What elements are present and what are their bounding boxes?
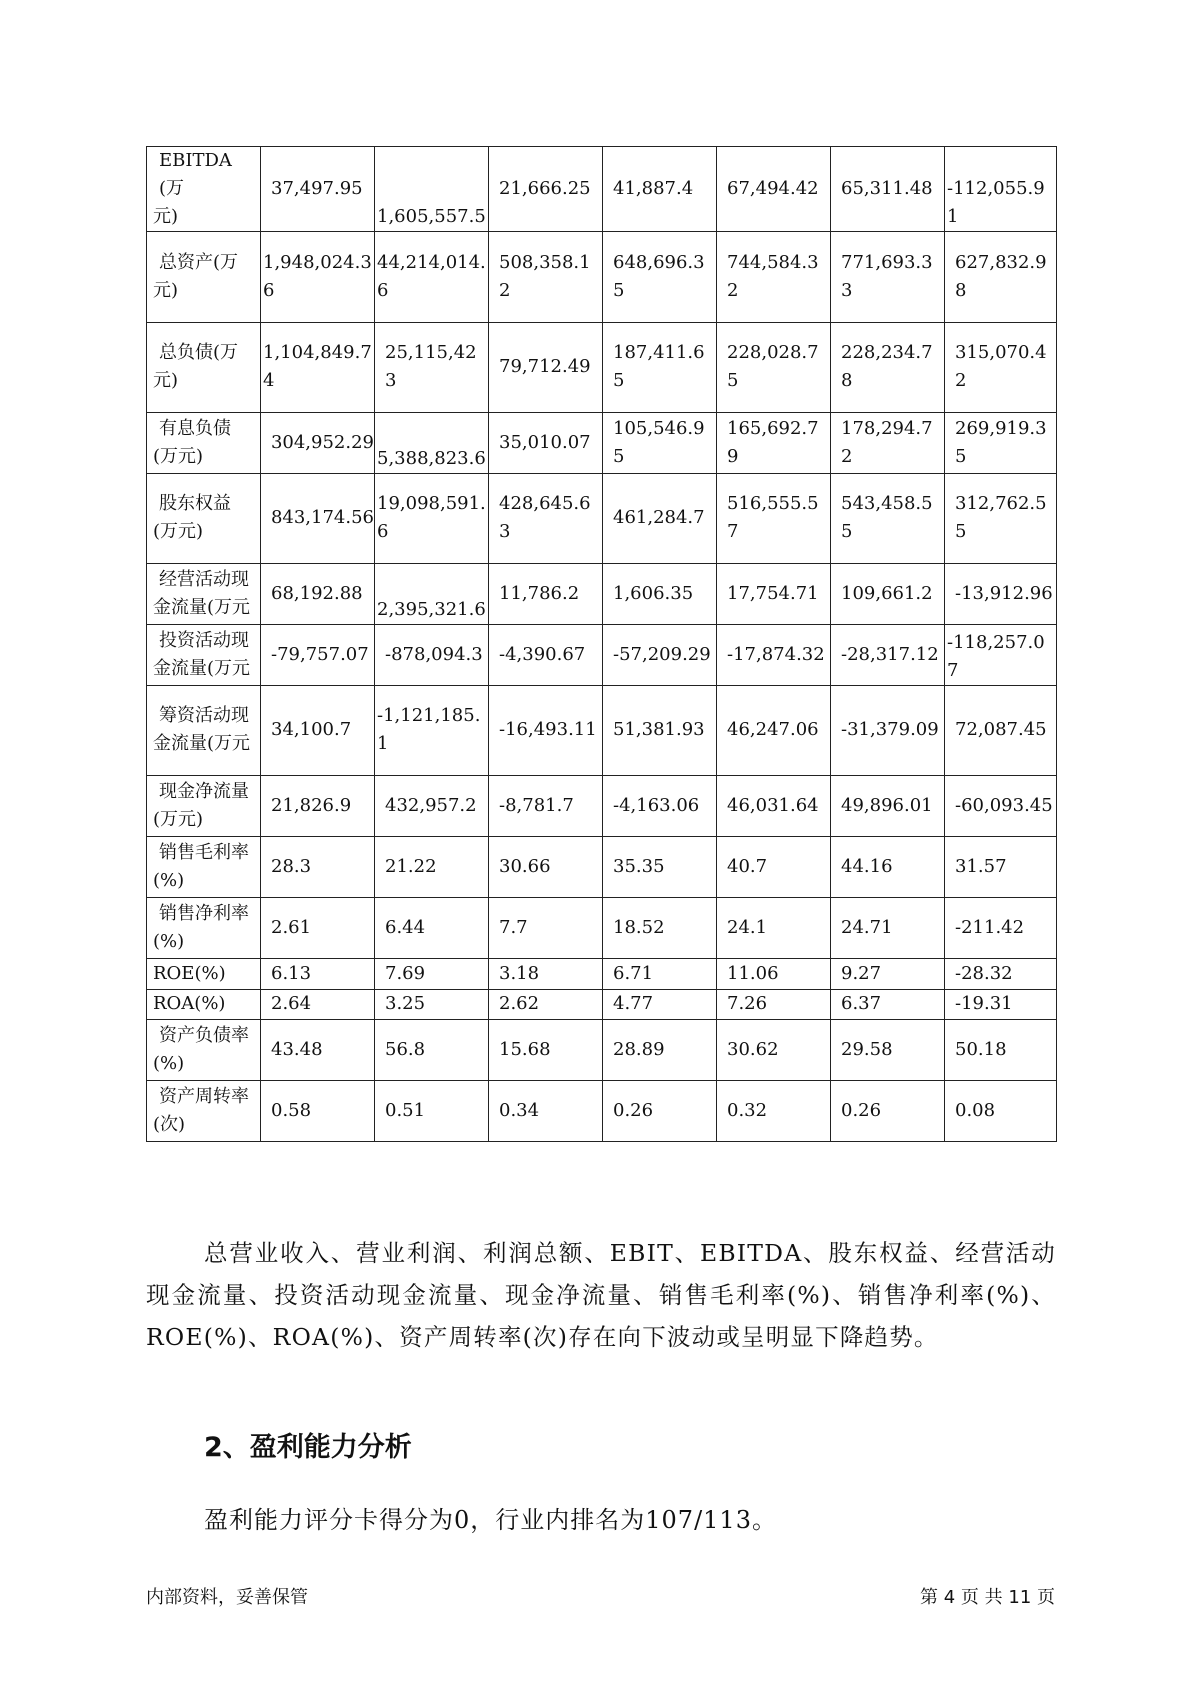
row-label: [147, 563, 261, 624]
table-cell: 0.08: [945, 1080, 1057, 1141]
table-cell: 44,214,014.6: [375, 231, 489, 322]
table-cell: 28.3: [261, 836, 375, 897]
table-cell: 65,311.48: [831, 147, 945, 232]
row-label: [147, 147, 261, 232]
table-cell: 1,605,557.5: [375, 147, 489, 232]
table-row: [147, 1019, 1057, 1080]
table-cell: 21.22: [375, 836, 489, 897]
table-cell: -118,257.07: [945, 624, 1057, 685]
table-cell: 1,948,024.36: [261, 231, 375, 322]
table-cell: 29.58: [831, 1019, 945, 1080]
table-cell: -112,055.91: [945, 147, 1057, 232]
table-cell: 41,887.4: [603, 147, 717, 232]
row-label-line: (万元): [153, 445, 204, 467]
table-cell: 19,098,591.6: [375, 473, 489, 563]
row-label-line: 筹资活动现: [159, 705, 249, 727]
table-cell: 7.69: [375, 958, 489, 989]
table-cell: 508,358.12: [489, 231, 603, 322]
table-cell: 2.61: [261, 897, 375, 958]
table-cell: 5,388,823.6: [375, 412, 489, 473]
table-cell: 6.37: [831, 989, 945, 1019]
table-cell: 6.13: [261, 958, 375, 989]
table-cell: 228,234.78: [831, 322, 945, 412]
table-cell: 312,762.55: [945, 473, 1057, 563]
trend-paragraph: 总营业收入、营业利润、利润总额、EBIT、EBITDA、股东权益、经营活动现金流量、投资活动现金流量、现金净流量、销售毛利率(%)、销售净利率(%)、ROE(%)、ROA(%)、资产周转率(次)存在向下波动或呈明显下降趋势。: [146, 1239, 1056, 1351]
table-cell: 35,010.07: [489, 412, 603, 473]
row-label-line: 销售毛利率: [159, 841, 249, 863]
table-cell: 34,100.7: [261, 685, 375, 775]
table-row: [147, 412, 1057, 473]
row-label: [147, 958, 261, 989]
row-label: [147, 775, 261, 836]
table-cell: 50.18: [945, 1019, 1057, 1080]
table-cell: -17,874.32: [717, 624, 831, 685]
row-label-line: (次): [153, 1113, 186, 1135]
table-cell: 11.06: [717, 958, 831, 989]
table-cell: 269,919.35: [945, 412, 1057, 473]
row-label: [147, 989, 261, 1019]
table-cell: 21,826.9: [261, 775, 375, 836]
table-cell: 178,294.72: [831, 412, 945, 473]
row-label: [147, 1080, 261, 1141]
table-cell: 0.34: [489, 1080, 603, 1141]
financial-indicators-table: [146, 146, 1057, 1142]
table-cell: 2.62: [489, 989, 603, 1019]
table-row: [147, 473, 1057, 563]
table-cell: -28.32: [945, 958, 1057, 989]
row-label-line: 元): [153, 205, 179, 227]
table-row: [147, 958, 1057, 989]
table-cell: 105,546.95: [603, 412, 717, 473]
section-heading: 2、盈利能力分析: [204, 1432, 412, 1463]
table-cell: 44.16: [831, 836, 945, 897]
row-label-line: 有息负债: [159, 417, 231, 439]
table-row: [147, 322, 1057, 412]
row-label-line: 金流量(万元: [153, 596, 251, 618]
table-cell: 24.71: [831, 897, 945, 958]
row-label-line: (万元): [153, 808, 204, 830]
row-label-line: 总资产(万: [159, 251, 239, 273]
row-label-line: 元): [153, 370, 179, 392]
table-cell: 25,115,423: [375, 322, 489, 412]
row-label-line: 总负债(万: [159, 342, 239, 364]
table-cell: 228,028.75: [717, 322, 831, 412]
table-cell: 6.44: [375, 897, 489, 958]
table-cell: 744,584.32: [717, 231, 831, 322]
row-label-line: 销售净利率: [159, 902, 249, 924]
table-cell: -4,163.06: [603, 775, 717, 836]
table-cell: 304,952.29: [261, 412, 375, 473]
footer-page-number: 第 4 页 共 11 页: [920, 1587, 1055, 1608]
table-cell: 51,381.93: [603, 685, 717, 775]
table-cell: 24.1: [717, 897, 831, 958]
row-label: [147, 473, 261, 563]
row-label: [147, 231, 261, 322]
table-row: [147, 989, 1057, 1019]
row-label-line: (%): [153, 1052, 185, 1074]
row-label-line: 经营活动现: [159, 568, 249, 590]
table-cell: 627,832.98: [945, 231, 1057, 322]
table-cell: -4,390.67: [489, 624, 603, 685]
row-label-line: EBITDA(万: [159, 150, 232, 199]
table-cell: 79,712.49: [489, 322, 603, 412]
table-row: [147, 685, 1057, 775]
table-row: [147, 624, 1057, 685]
row-label-line: ROA(%): [153, 993, 226, 1015]
table-cell: 37,497.95: [261, 147, 375, 232]
row-label: [147, 836, 261, 897]
table-cell: 165,692.79: [717, 412, 831, 473]
row-label-line: (%): [153, 930, 185, 952]
table-cell: -28,317.12: [831, 624, 945, 685]
table-cell: 771,693.33: [831, 231, 945, 322]
table-cell: 0.58: [261, 1080, 375, 1141]
table-cell: 30.66: [489, 836, 603, 897]
table-cell: 18.52: [603, 897, 717, 958]
table-cell: 315,070.42: [945, 322, 1057, 412]
table-cell: -13,912.96: [945, 563, 1057, 624]
table-cell: 17,754.71: [717, 563, 831, 624]
row-label: [147, 685, 261, 775]
table-row: [147, 836, 1057, 897]
table-cell: 543,458.55: [831, 473, 945, 563]
table-cell: -31,379.09: [831, 685, 945, 775]
table-cell: 2,395,321.6: [375, 563, 489, 624]
table-cell: 67,494.42: [717, 147, 831, 232]
table-cell: -211.42: [945, 897, 1057, 958]
row-label-line: 投资活动现: [159, 629, 249, 651]
table-cell: 3.25: [375, 989, 489, 1019]
table-cell: 7.26: [717, 989, 831, 1019]
row-label-line: ROE(%): [153, 962, 226, 984]
table-cell: 2.64: [261, 989, 375, 1019]
score-text: 盈利能力评分卡得分为0，行业内排名为107/113。: [204, 1506, 777, 1534]
table-row: [147, 775, 1057, 836]
table-row: [147, 147, 1057, 232]
table-cell: 21,666.25: [489, 147, 603, 232]
table-cell: 46,031.64: [717, 775, 831, 836]
table-cell: 49,896.01: [831, 775, 945, 836]
row-label-line: 金流量(万元: [153, 733, 251, 755]
table-cell: -878,094.3: [375, 624, 489, 685]
table-row: [147, 1080, 1057, 1141]
table-cell: 40.7: [717, 836, 831, 897]
table-cell: -1,121,185.1: [375, 685, 489, 775]
row-label: [147, 322, 261, 412]
table-cell: 30.62: [717, 1019, 831, 1080]
table-cell: 1,104,849.74: [261, 322, 375, 412]
row-label: [147, 412, 261, 473]
row-label-line: 金流量(万元: [153, 657, 251, 679]
table-cell: 648,696.35: [603, 231, 717, 322]
table-cell: 461,284.7: [603, 473, 717, 563]
row-label-line: 元): [153, 279, 179, 301]
table-body: [147, 147, 1057, 1142]
table-cell: 3.18: [489, 958, 603, 989]
table-cell: 68,192.88: [261, 563, 375, 624]
table-cell: -16,493.11: [489, 685, 603, 775]
table-cell: 428,645.63: [489, 473, 603, 563]
table-cell: -79,757.07: [261, 624, 375, 685]
row-label-line: 资产负债率: [159, 1024, 249, 1046]
table-cell: 43.48: [261, 1019, 375, 1080]
table-cell: -60,093.45: [945, 775, 1057, 836]
row-label: [147, 624, 261, 685]
table-cell: 7.7: [489, 897, 603, 958]
row-label-line: (%): [153, 869, 185, 891]
row-label: [147, 1019, 261, 1080]
row-label-line: 现金净流量: [159, 780, 249, 802]
table-cell: 6.71: [603, 958, 717, 989]
row-label-line: 股东权益: [159, 493, 231, 515]
table-cell: 72,087.45: [945, 685, 1057, 775]
table-cell: 46,247.06: [717, 685, 831, 775]
table-cell: 0.26: [603, 1080, 717, 1141]
table-cell: 0.26: [831, 1080, 945, 1141]
table-cell: 28.89: [603, 1019, 717, 1080]
table-cell: 15.68: [489, 1019, 603, 1080]
table-cell: 516,555.57: [717, 473, 831, 563]
table-cell: 4.77: [603, 989, 717, 1019]
row-label: [147, 897, 261, 958]
table-cell: -57,209.29: [603, 624, 717, 685]
table-row: [147, 231, 1057, 322]
table-cell: 35.35: [603, 836, 717, 897]
table-cell: 1,606.35: [603, 563, 717, 624]
table-cell: 187,411.65: [603, 322, 717, 412]
table-cell: 843,174.56: [261, 473, 375, 563]
table-cell: 31.57: [945, 836, 1057, 897]
table-cell: 0.51: [375, 1080, 489, 1141]
table-cell: 109,661.2: [831, 563, 945, 624]
table-cell: 432,957.2: [375, 775, 489, 836]
table-row: [147, 563, 1057, 624]
table-row: [147, 897, 1057, 958]
table-cell: 11,786.2: [489, 563, 603, 624]
table-cell: 9.27: [831, 958, 945, 989]
row-label-line: (万元): [153, 521, 204, 543]
table-cell: -19.31: [945, 989, 1057, 1019]
table-cell: 56.8: [375, 1019, 489, 1080]
table-cell: -8,781.7: [489, 775, 603, 836]
footer-confidential-note: 内部资料，妥善保管: [146, 1587, 308, 1608]
table-cell: 0.32: [717, 1080, 831, 1141]
row-label-line: 资产周转率: [159, 1085, 249, 1107]
